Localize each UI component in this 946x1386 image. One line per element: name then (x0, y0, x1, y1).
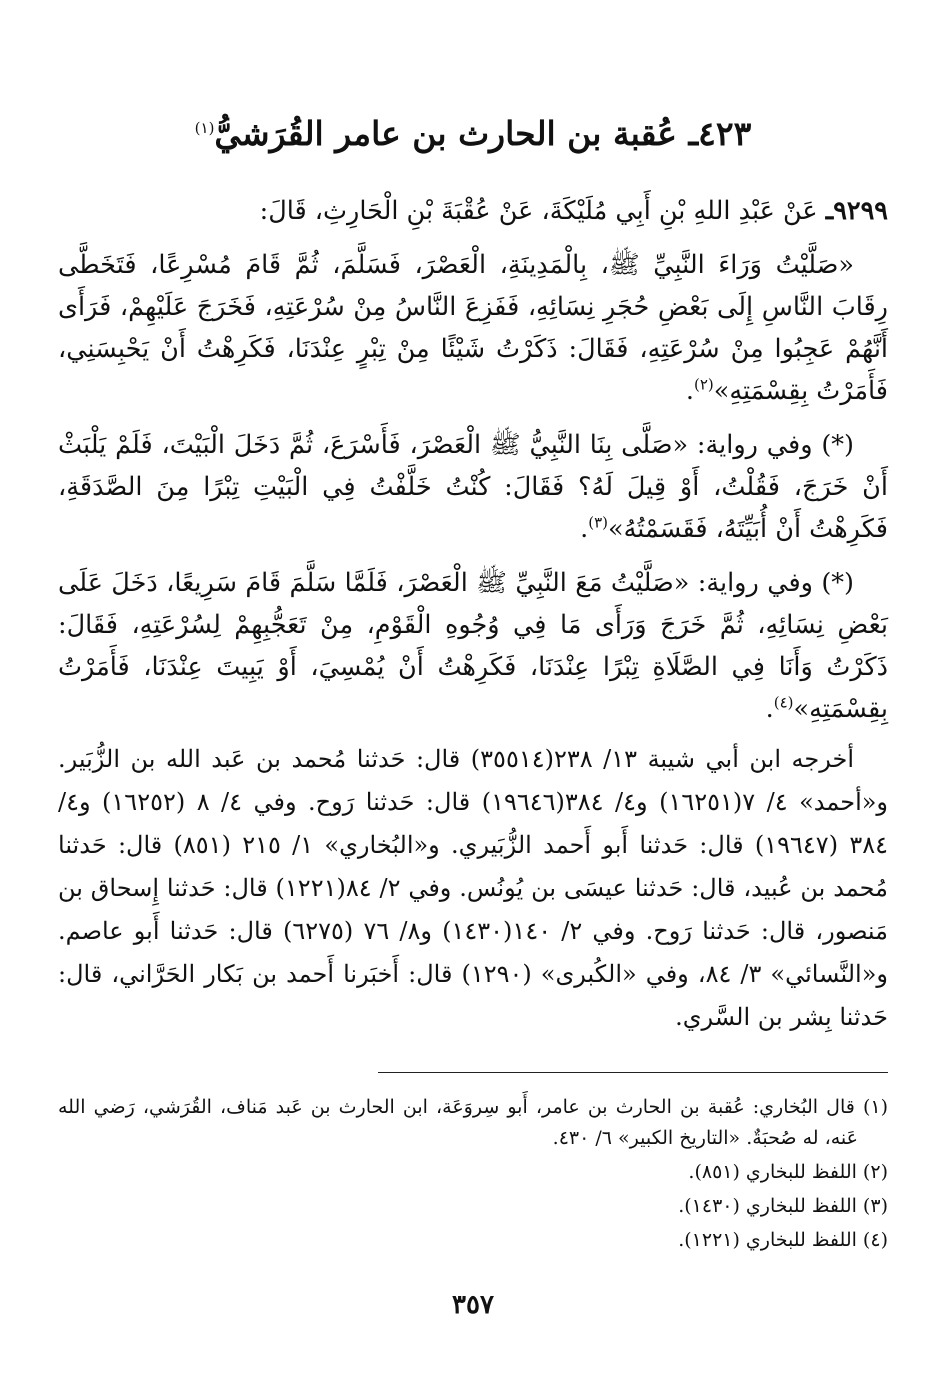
chapter-title-text: ٤٢٣ـ عُقبة بن الحارث بن عامر القُرَشيُّ (214, 114, 752, 153)
hadith-isnad-line (58, 190, 888, 232)
riwaya-paragraph-1 (58, 424, 888, 550)
takhrij-paragraph: أخرجه ابن أبي شيبة ١٣/ ٢٣٨(٣٥٥١٤) قال: حَدثنا مُحمد بن عَبد الله بن الزُّبَير. و«أحمد» ٤/ ٧(١٦٢٥١) و٤/ ٣٨٤(١٩٦٤٦) قال: حَدثنا رَوح. وفي ٤/ ٨ (١٦٢٥٢) و٤/ ٣٨٤ (١٩٦٤٧) قال: حَدثنا أَبو أَحمد الزُّبَيري. و«البُخاري» ١/ ٢١٥ (٨٥١) قال: حَدثنا مُحمد بن عُبيد، قال: حَدثنا عيسَى بن يُونُس. وفي ٢/ ٨٤(١٢٢١) قال: حَدثنا إِسحاق بن مَنصور، قال: حَدثنا رَوح. وفي ٢/ ١٤٠(١٤٣٠) و٨/ ٧٦ (٦٢٧٥) قال: حَدثنا أَبو عاصم. و«النَّسائي» ٣/ ٨٤، وفي «الكُبرى» (١٢٩٠) قال: أَخبَرنا أَحمد بن بَكار الحَرَّاني، قال: حَدثنا بِشر بن السَّري. (58, 745, 889, 1031)
footnotes-section (58, 1092, 888, 1259)
riwaya-1-end: . (580, 514, 589, 544)
footnote-1: (١) قال البُخاري: عُقبة بن الحارث بن عامر، أَبو سِروَعَة، ابن الحارث بن عَبد مَناف، القُرَشي، رَضي الله عَنه، له صُحبَةٌ. «التاريخ الكبير» ٦/ ٤٣٠. (58, 1096, 888, 1149)
riwaya-2-end: . (765, 694, 774, 724)
riwaya-1-footnote-ref[interactable]: (٣) (588, 513, 609, 532)
matn-footnote-ref[interactable]: (٢) (693, 375, 714, 394)
hadith-isnad: عَنْ عَبْدِ اللهِ بْنِ أَبِي مُلَيْكَةَ، عَنْ عُقْبَةَ بْنِ الْحَارِثِ، قَالَ: (259, 196, 818, 226)
footnote-2: (٢) اللفظ للبخاري (٨٥١). (688, 1161, 888, 1183)
hadith-matn: «صَلَّيْتُ وَرَاءَ النَّبِيِّ ﷺ، بِالْمَدِينَةِ، الْعَصْرَ، فَسَلَّمَ، ثُمَّ قَامَ مُسْرِعًا، فَتَخَطَّى رِقَابَ النَّاسِ إِلَى بَعْضِ حُجَرِ نِسَائِهِ، فَفَزِعَ النَّاسُ مِنْ سُرْعَتِهِ، فَخَرَجَ عَلَيْهِمْ، فَرَأَى أَنَّهُمْ عَجِبُوا مِنْ سُرْعَتِهِ، فَقَالَ: ذَكَرْتُ شَيْئًا مِنْ تِبْرٍ عِنْدَنَا، فَكَرِهْتُ أَنْ يَحْبِسَنِي، فَأَمَرْتُ بِقِسْمَتِهِ» (58, 250, 888, 406)
book-page (58, 0, 888, 1386)
matn-end: . (685, 376, 694, 406)
riwaya-text-2: (*) وفي رواية: «صَلَّيْتُ مَعَ النَّبِيِّ ﷺ الْعَصْرَ، فَلَمَّا سَلَّمَ قَامَ سَرِيعًا، دَخَلَ عَلَى بَعْضِ نِسَائِهِ، ثُمَّ خَرَجَ وَرَأَى مَا فِي وُجُوهِ الْقَوْمِ، مِنْ تَعَجُّبِهِمْ لِسُرْعَتِهِ، فَقَالَ: ذَكَرْتُ وَأَنَا فِي الصَّلَاةِ تِبْرًا عِنْدَنَا، فَكَرِهْتُ أَنْ يُمْسِيَ، أَوْ يَبِيتَ عِنْدَنَا، فَأَمَرْتُ بِقِسْمَتِهِ» (58, 568, 888, 724)
footnote-4: (٤) اللفظ للبخاري (١٢٢١). (678, 1229, 888, 1251)
chapter-title (58, 112, 888, 156)
footnote-3: (٣) اللفظ للبخاري (١٤٣٠). (678, 1195, 888, 1217)
chapter-footnote-ref[interactable]: (١) (194, 119, 215, 137)
hadith-block (58, 190, 888, 742)
hadith-number: ٩٢٩٩ـ (825, 196, 888, 226)
page-number: ٣٥٧ (452, 1290, 494, 1320)
footnote-separator (378, 1072, 888, 1073)
riwaya-2-footnote-ref[interactable]: (٤) (773, 693, 794, 712)
riwaya-paragraph-2 (58, 562, 888, 730)
hadith-matn-paragraph (58, 244, 888, 412)
riwaya-text-1: (*) وفي رواية: «صَلَّى بِنَا النَّبِيُّ ﷺ الْعَصْرَ، فَأَسْرَعَ، ثُمَّ دَخَلَ الْبَيْتَ، فَلَمْ يَلْبَثْ أَنْ خَرَجَ، فَقُلْتُ، أَوْ قِيلَ لَهُ؟ فَقَالَ: كُنْتُ خَلَّفْتُ فِي الْبَيْتِ تِبْرًا مِنَ الصَّدَقَةِ، فَكَرِهْتُ أَنْ أُبَيِّتَهُ، فَقَسَمْتُهُ» (58, 430, 888, 544)
